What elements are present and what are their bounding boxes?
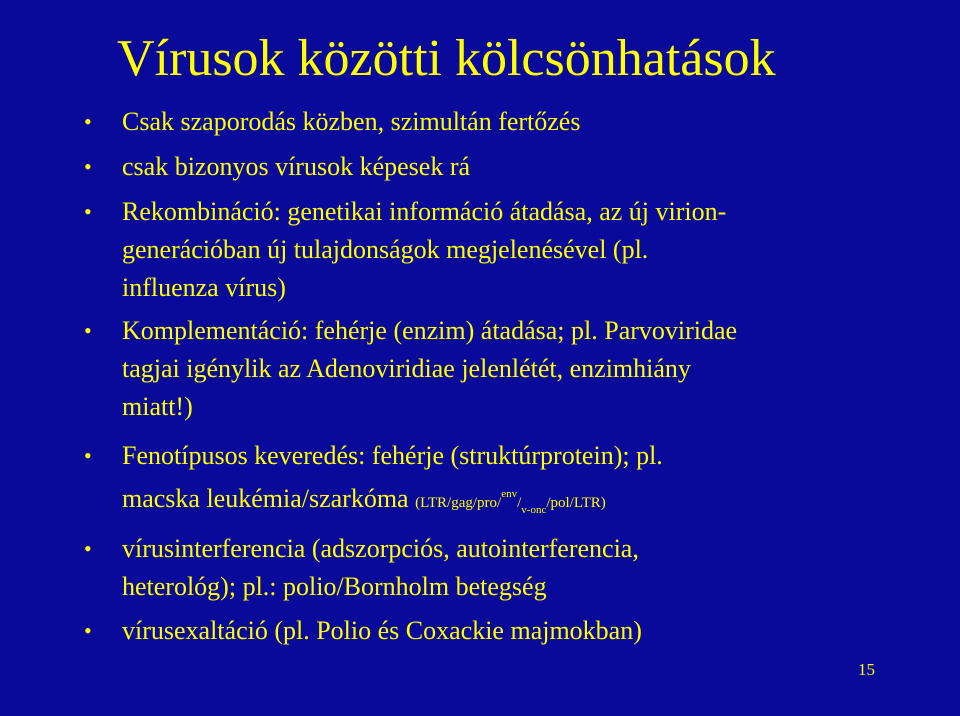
slide-title: Vírusok közötti kölcsönhatások bbox=[117, 30, 776, 87]
bullet-line: Rekombináció: genetikai információ átadása, az új virion- bbox=[122, 197, 727, 226]
bullet-text-segment: macska leukémia/szarkóma bbox=[122, 484, 409, 513]
bullet-text bbox=[122, 103, 882, 141]
bullet-line: vírusexaltáció (pl. Polio és Coxackie majmokban) bbox=[122, 616, 642, 645]
bullet-text bbox=[122, 530, 882, 606]
bullet-line: vírusinterferencia (adszorpciós, autointerferencia, bbox=[122, 534, 639, 563]
formula-start: (LTR/gag/pro/ bbox=[415, 495, 502, 511]
bullet-line: heterológ); pl.: polio/Bornholm betegség bbox=[122, 572, 547, 601]
bullet-icon: • bbox=[84, 536, 92, 561]
bullet-line: influenza vírus) bbox=[122, 273, 286, 302]
bullet-line: Csak szaporodás közben, szimultán fertőzés bbox=[122, 107, 581, 136]
bullet-icon: • bbox=[84, 618, 92, 643]
bullet-icon: • bbox=[84, 443, 92, 468]
bullet-line: generációban új tulajdonságok megjelenésével (pl. bbox=[122, 235, 649, 264]
bullet-line: tagjai igénylik az Adenoviridiae jelenlétét, enzimhiány bbox=[122, 354, 691, 383]
bullet-icon: • bbox=[84, 154, 92, 179]
bullet-text bbox=[122, 437, 882, 529]
formula-superscript: env bbox=[501, 488, 518, 500]
bullet-text bbox=[122, 193, 882, 307]
bullet-text bbox=[122, 148, 882, 186]
bullet-icon: • bbox=[84, 318, 92, 343]
bullet-icon: • bbox=[84, 109, 92, 134]
formula-end: /pol/LTR) bbox=[546, 495, 606, 511]
formula-subscript: v-onc bbox=[521, 504, 547, 516]
bullet-line: miatt!) bbox=[122, 392, 193, 421]
bullet-icon: • bbox=[84, 199, 92, 224]
bullet-text bbox=[122, 612, 882, 650]
bullet-text bbox=[122, 312, 882, 426]
bullet-line: csak bizonyos vírusok képesek rá bbox=[122, 152, 471, 181]
bullet-line bbox=[122, 475, 882, 529]
bullet-line: Komplementáció: fehérje (enzim) átadása; pl. Parvoviridae bbox=[122, 316, 738, 345]
formula-slash: / bbox=[517, 495, 522, 511]
bullet-line: Fenotípusos keveredés: fehérje (struktúrprotein); pl. bbox=[122, 441, 663, 470]
page-number: 15 bbox=[858, 660, 875, 679]
